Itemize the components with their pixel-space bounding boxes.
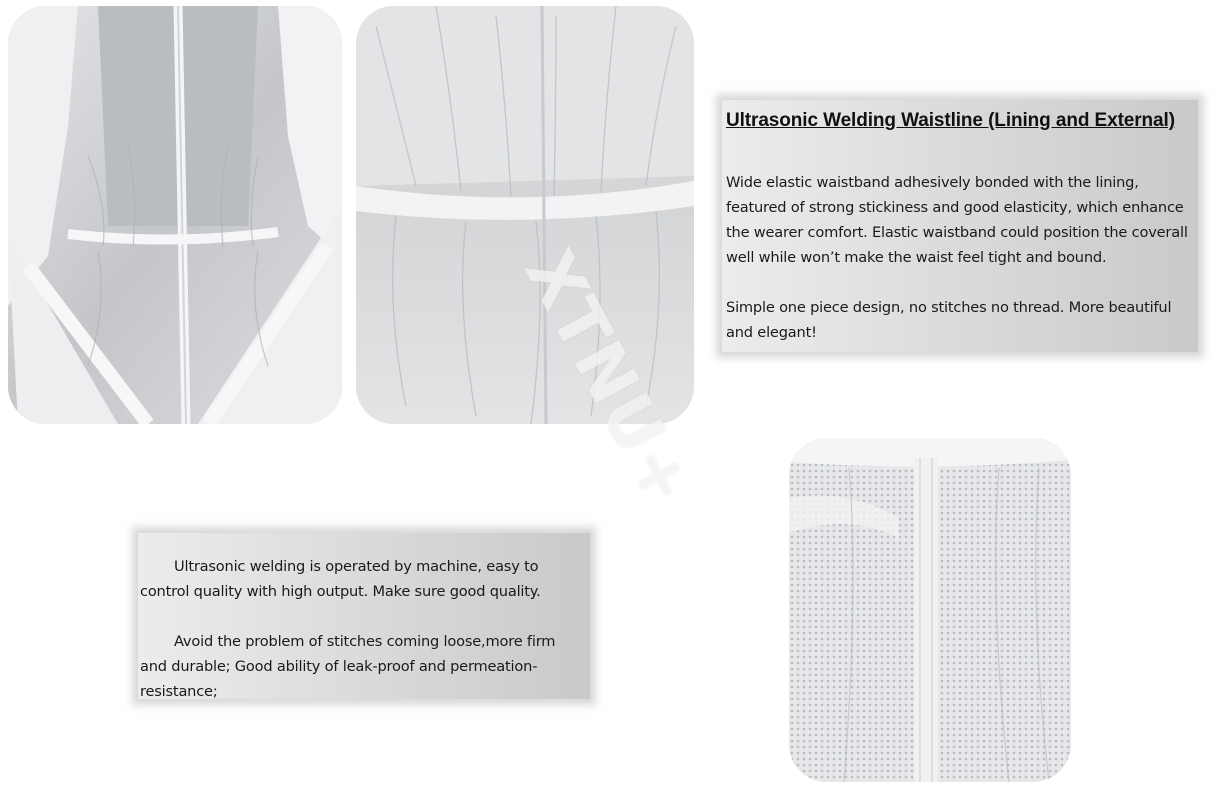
coverall-front-photo [8,6,342,424]
welding-durability-description: Avoid the problem of stitches coming loose,more firm and durable; Good ability of leak-proof and permeation-resistance; [140,633,556,700]
waistline-description-panel [722,100,1198,352]
brand-watermark: XTNU+ [508,238,710,521]
welding-quality-description: Ultrasonic welding is operated by machine, easy to control quality with high output. Make sure good quality. [140,558,541,600]
section-heading: Ultrasonic Welding Waistline (Lining and External) [726,110,1175,131]
design-description: Simple one piece design, no stitches no thread. More beautiful and elegant! [726,299,1172,341]
welded-seam-closeup-photo [789,438,1071,782]
waistband-description: Wide elastic waistband adhesively bonded with the lining, featured of strong stickiness and good elasticity, which enhance the wearer comfort. Elastic waistband could position the coverall well while won’t make the waist feel tight and bound. [726,174,1188,266]
ultrasonic-welding-panel [138,533,590,699]
